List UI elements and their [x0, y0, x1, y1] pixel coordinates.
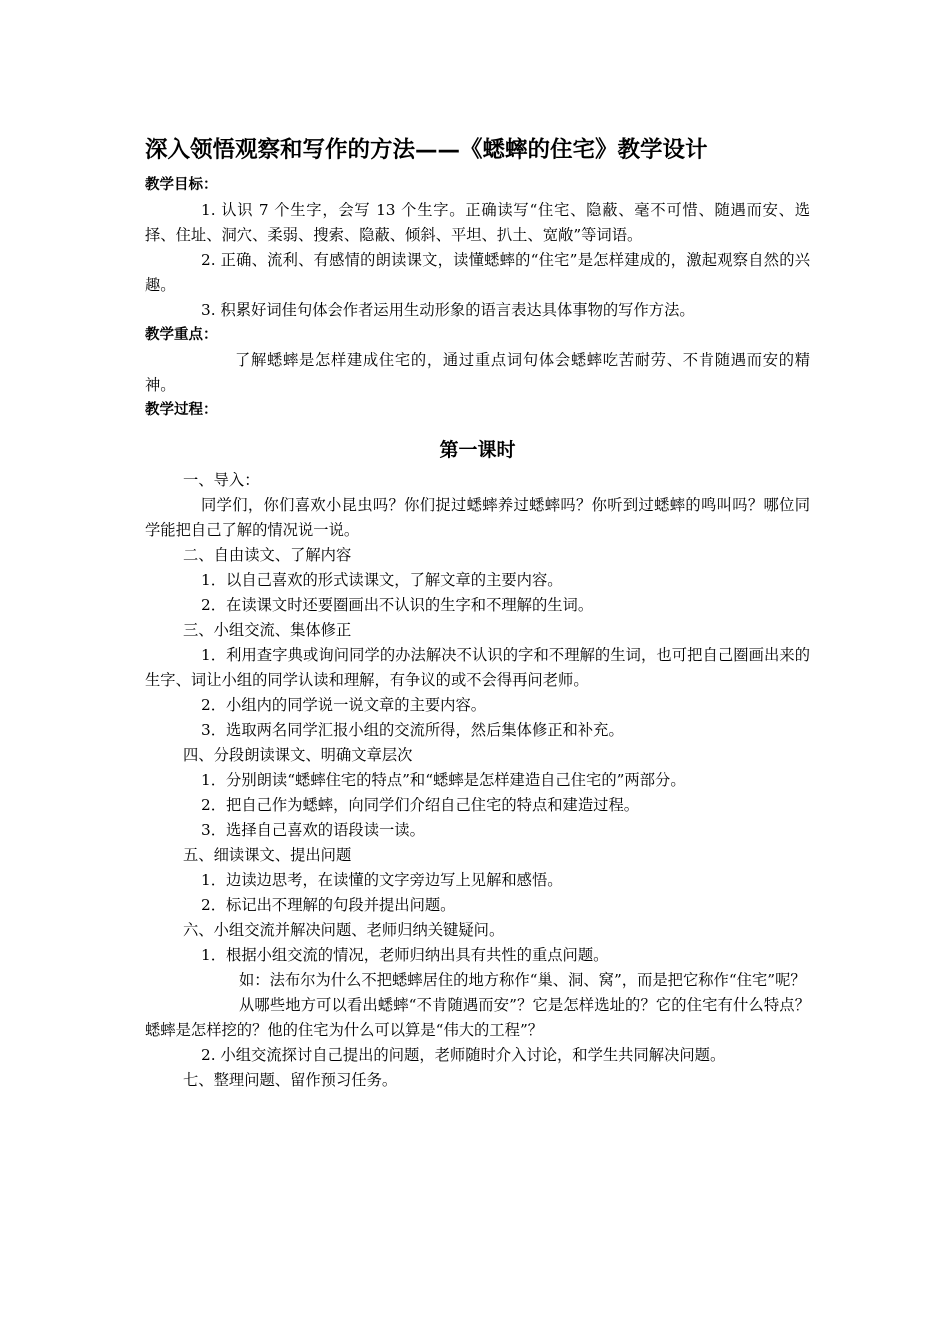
section-title: 七、整理问题、留作预习任务。	[183, 1071, 398, 1089]
objective-item: 2. 正确、流利、有感情的朗读课文，读懂蟋蟀的“住宅”是怎样建成的，激起观察自然的兴趣。	[145, 251, 810, 294]
section-item: 1．以自己喜欢的形式读课文，了解文章的主要内容。	[201, 571, 563, 589]
section-item: 2．把自己作为蟋蟀，向同学们介绍自己住宅的特点和建造过程。	[201, 796, 640, 814]
section-item: 1．分别朗读“蟋蟀住宅的特点”和“蟋蟀是怎样建造自己住宅的”两部分。	[201, 771, 686, 789]
section-item: 2．标记出不理解的句段并提出问题。	[201, 896, 456, 914]
section-item: 3．选择自己喜欢的语段读一读。	[201, 821, 425, 839]
section-item: 2．小组内的同学说一说文章的主要内容。	[201, 696, 487, 714]
section-title: 五、细读课文、提出问题	[183, 846, 352, 864]
section-item: 1．边读边思考，在读懂的文字旁边写上见解和感悟。	[201, 871, 563, 889]
section-text: 同学们，你们喜欢小昆虫吗？你们捉过蟋蟀养过蟋蟀吗？你听到过蟋蟀的鸣叫吗？哪位同学能把自己了解的情况说一说。	[145, 496, 810, 539]
section-item: 2．在读课文时还要圈画出不认识的生字和不理解的生词。	[201, 596, 594, 614]
example-question: 如：法布尔为什么不把蟋蟀居住的地方称作“巢、洞、窝”，而是把它称作“住宅”呢？	[239, 971, 806, 989]
document-page	[145, 134, 810, 1093]
section-title: 二、自由读文、了解内容	[183, 546, 352, 564]
objective-item: 3. 积累好词佳句体会作者运用生动形象的语言表达具体事物的写作方法。	[201, 301, 695, 319]
section-title: 一、导入：	[183, 471, 260, 489]
process-heading: 教学过程：	[145, 402, 218, 418]
document-title: 深入领悟观察和写作的方法——《蟋蟀的住宅》教学设计	[145, 137, 708, 163]
section-title: 四、分段朗读课文、明确文章层次	[183, 746, 413, 764]
section-item: 1．根据小组交流的情况，老师归纳出具有共性的重点问题。	[201, 946, 609, 964]
example-question: 从哪些地方可以看出蟋蟀“不肯随遇而安”？它是怎样选址的？它的住宅有什么特点？蟋蟀是怎样挖的？他的住宅为什么可以算是“伟大的工程”？	[145, 996, 810, 1039]
section-title: 三、小组交流、集体修正	[183, 621, 352, 639]
focus-text: 了解蟋蟀是怎样建成住宅的，通过重点词句体会蟋蟀吃苦耐劳、不肯随遇而安的精神。	[145, 351, 810, 394]
objectives-heading: 教学目标：	[145, 177, 218, 193]
section-item: 3．选取两名同学汇报小组的交流所得，然后集体修正和补充。	[201, 721, 624, 739]
lesson-title: 第一课时	[439, 439, 516, 461]
section-item: 1．利用查字典或询问同学的办法解决不认识的字和不理解的生词，也可把自己圈画出来的生字、词让小组的同学认读和理解，有争议的或不会得再问老师。	[145, 646, 810, 689]
focus-heading: 教学重点：	[145, 327, 218, 343]
objective-item: 1. 认识 7 个生字，会写 13 个生字。正确读写“住宅、隐蔽、毫不可惜、随遇而安、选择、住址、洞穴、柔弱、搜索、隐蔽、倾斜、平坦、扒土、宽敞”等词语。	[145, 201, 810, 244]
section-title: 六、小组交流并解决问题、老师归纳关键疑问。	[183, 921, 505, 939]
section-item: 2. 小组交流探讨自己提出的问题，老师随时介入讨论，和学生共同解决问题。	[201, 1046, 726, 1064]
